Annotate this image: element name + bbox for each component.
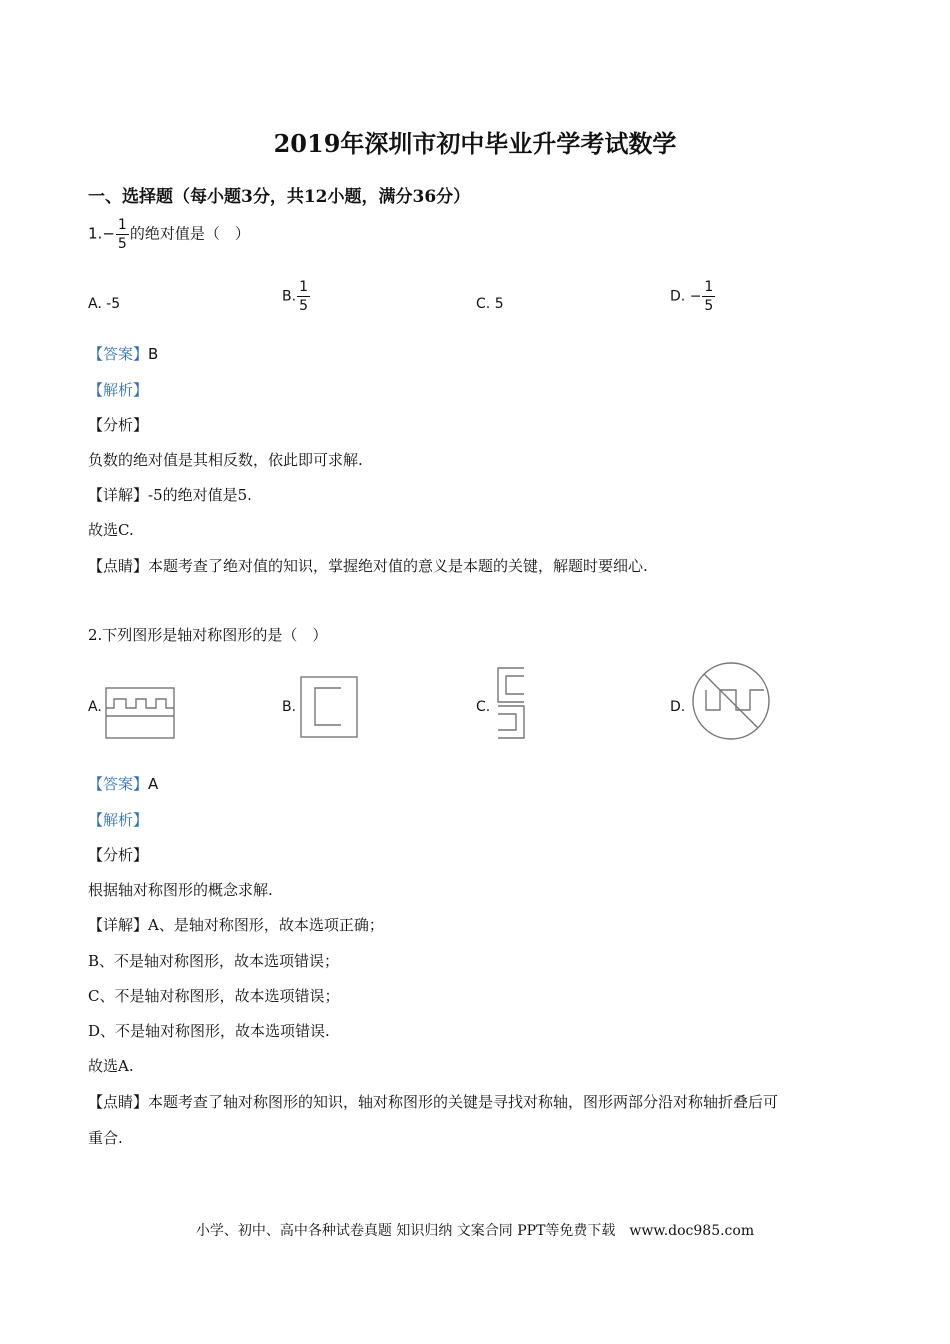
fraction-denominator: 5 [117,236,127,252]
q2-line-c: C、不是轴对称图形，故本选项错误； [88,987,340,1005]
q1-option-b [282,280,311,313]
q1-conclusion: 故选C. [88,521,134,539]
q1-jiexi-tag: 【解析】 [88,381,149,399]
answer-value: B [148,345,159,363]
q2-option-b-label: B. [282,699,297,715]
answer-value: A [148,775,159,793]
question-2-stem: 2.下列图形是轴对称图形的是（ ） [88,626,328,644]
q2-fenxi-tag: 【分析】 [88,846,149,864]
question-text: 的绝对值是（ ） [129,224,250,243]
minus-sign: − [102,224,115,243]
q1-analysis: 负数的绝对值是其相反数，依此即可求解. [88,451,363,469]
page-footer: 小学、初中、高中各种试卷真题 知识归纳 文案合同 PPT等免费下载 www.doc985.com [195,1223,755,1239]
detail-text: A、是轴对称图形，故本选项正确； [148,916,384,934]
option-value: 5 [494,296,504,312]
q1-option-d [670,280,716,313]
section-heading: 一、选择题（每小题3分，共12小题，满分36分） [88,187,471,207]
q2-line-d: D、不是轴对称图形，故本选项错误. [88,1022,330,1040]
question-1-stem [88,218,250,251]
q2-option-d-label: D. [670,699,686,715]
q2-line-b: B、不是轴对称图形，故本选项错误； [88,952,340,970]
q2-detail [88,914,384,935]
answer-tag: 【答案】 [88,775,149,793]
option-label: A. [88,296,102,312]
comment-text: 本题考查了轴对称图形的知识，轴对称图形的关键是寻找对称轴，图形两部分沿对称轴折叠后可 [148,1093,779,1111]
comment-tag: 【点睛】 [88,1093,149,1111]
detail-tag: 【详解】 [88,486,149,504]
option-label: B. [282,288,297,305]
q1-option-a [88,296,120,312]
fraction-denominator: 5 [704,298,714,314]
comment-tag: 【点睛】 [88,557,149,575]
fraction-denominator: 5 [299,298,308,314]
q2-analysis: 根据轴对称图形的概念求解. [88,881,273,899]
fraction [297,280,310,313]
figure-d-icon [690,660,772,742]
q1-comment [88,555,648,576]
option-label: D. [670,288,686,305]
q2-option-a-label: A. [88,699,102,715]
fraction-numerator: 1 [117,217,127,233]
fraction [116,218,129,251]
q1-answer [88,343,158,364]
q2-comment [88,1091,778,1112]
answer-tag: 【答案】 [88,345,149,363]
figure-a-icon [104,686,176,740]
q1-detail [88,484,252,505]
detail-text: -5的绝对值是5. [148,486,252,504]
detail-tag: 【详解】 [88,916,149,934]
fraction-numerator: 1 [704,279,714,295]
minus-sign: − [689,288,702,305]
option-label: C. [476,296,491,312]
figure-b-icon [299,675,359,739]
page-title: 2019年深圳市初中毕业升学考试数学 [273,129,677,158]
comment-text: 本题考查了绝对值的知识，掌握绝对值的意义是本题的关键，解题时要细心. [148,557,648,575]
q2-jiexi-tag: 【解析】 [88,811,149,829]
q2-comment-continued: 重合. [88,1129,123,1147]
fraction [702,280,715,313]
fraction-numerator: 1 [299,279,308,295]
figure-c-icon [494,666,530,740]
q1-fenxi-tag: 【分析】 [88,416,149,434]
q2-option-c-label: C. [476,699,491,715]
option-value: -5 [106,296,121,312]
q2-conclusion: 故选A. [88,1057,134,1075]
question-number: 1. [88,224,103,243]
q1-option-c [476,296,504,312]
q2-answer [88,773,158,794]
